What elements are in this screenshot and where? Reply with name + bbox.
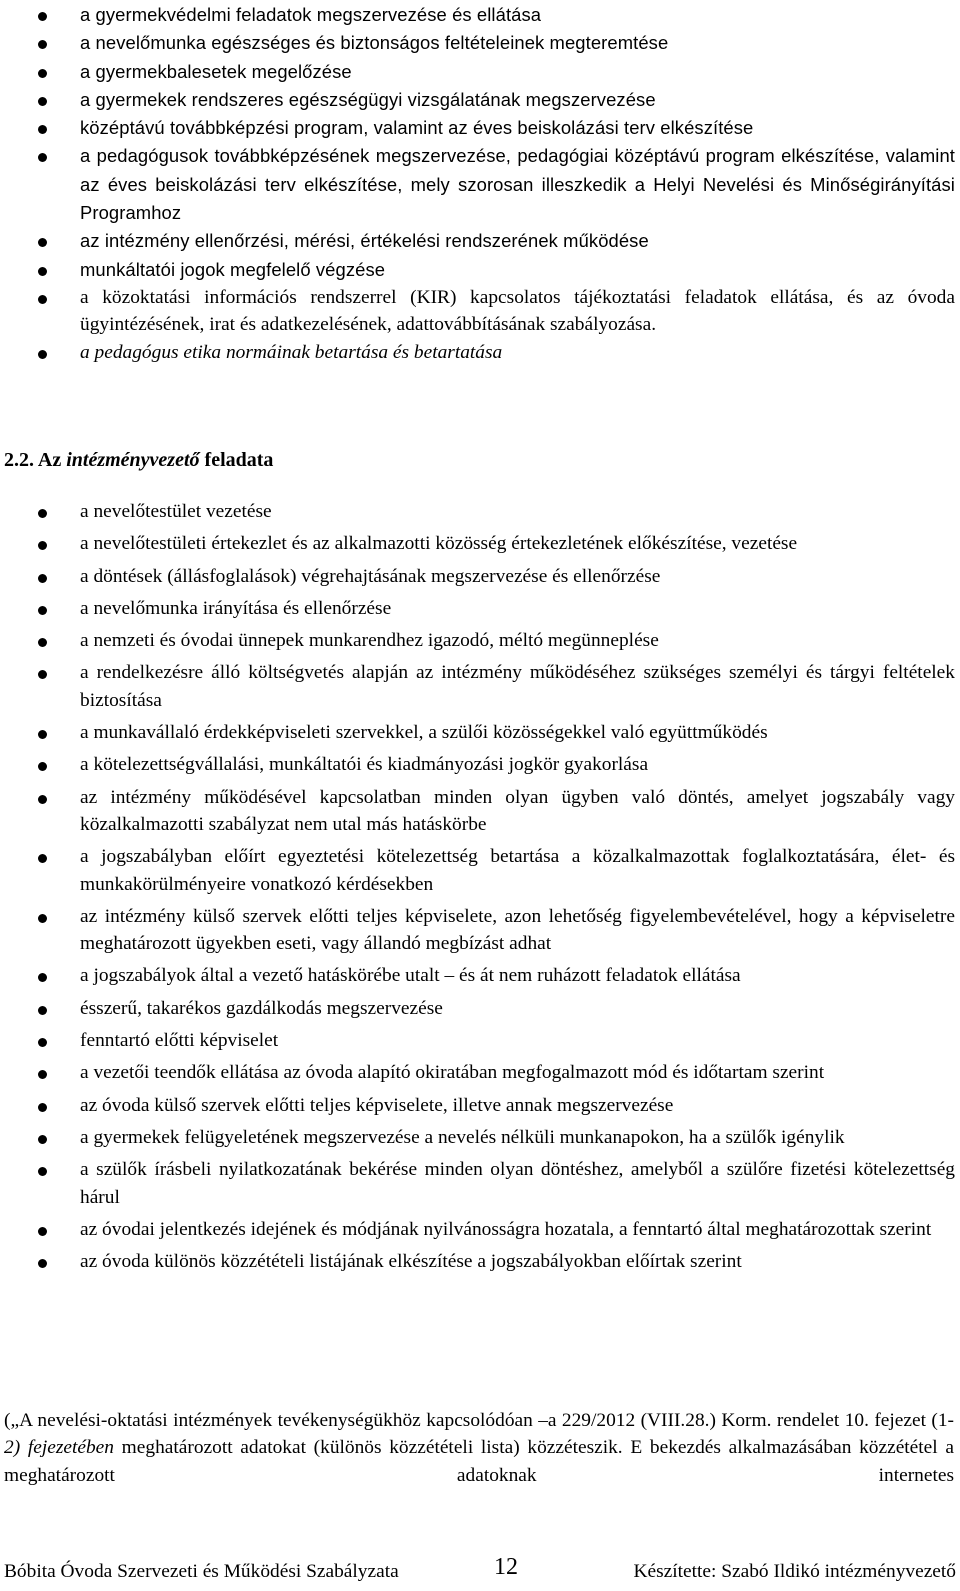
duties-list-1 [0,1,960,366]
heading-emphasis: intézményvezető [66,449,200,471]
list-item [0,1059,960,1086]
list-item [0,256,960,284]
list-item [0,962,960,989]
list-item-text: a nevelőtestületi értekezlet és az alkalmazotti közösség értekezletének előkészítése, vezetése [80,533,798,555]
page-number: 12 [494,1554,518,1580]
paragraph-part1: („A nevelési-oktatási intézmények tevékenységükhöz kapcsolódóan –a 229/2012 (VIII.28.) Korm. rendelet 10. fejezet (1- [4,1410,954,1431]
list-item-text: az intézmény külső szervek előtti teljes képviselete, azon lehetőség figyelembevételével, hogy a képviseletre meghatározott ügyekben eseti, vagy állandó megbízást adhat [80,905,955,955]
list-item [0,339,960,366]
bullet-icon [38,1167,47,1176]
list-item-text: a rendelkezésre álló költségvetés alapján az intézmény működéséhez szükséges személyi és tárgyi feltételek biztosítása [80,662,955,711]
bullet-icon [38,606,47,615]
list-item-text: a nemzeti és óvodai ünnepek munkarendhez igazodó, méltó megünneplése [80,630,659,652]
list-item [0,784,960,839]
list-item-text: a pedagógusok továbbképzésének megszervezése, pedagógiai középtávú program elkészítése, valamint az éves beiskolázási terv elkészítése, mely szorosan illeszkedik a Helyi Nevelési és Minőségirányítási Programhoz [80,145,955,224]
bullet-icon [38,267,47,276]
list-item [0,1248,960,1275]
bullet-icon [38,1259,47,1268]
body-paragraph [4,1407,954,1489]
list-item [0,530,960,557]
list-item-text: a szülők írásbeli nyilatkozatának bekérése minden olyan döntéshez, amelyből a szülőre fizetési kötelezettség hárul [80,1159,955,1208]
duties-list-2 [0,498,960,1275]
bullet-icon [38,69,47,78]
paragraph-italic: 2) fejezetében [4,1437,114,1459]
bullet-icon [38,762,47,771]
list-item [0,751,960,778]
bullet-icon [38,854,47,863]
bullet-icon [38,40,47,49]
list-item-text: a jogszabályban előírt egyeztetési kötelezettség betartása a közalkalmazottak foglalkoztatására, élet- és munkakörülményeire vonatkozó kérdésekben [80,846,955,895]
list-item [0,1092,960,1119]
list-item-text: a nevelőtestület vezetése [80,501,272,522]
list-item-text: ésszerű, takarékos gazdálkodás megszervezése [80,997,443,1019]
list-item [0,1027,960,1054]
bullet-icon [38,238,47,247]
list-item [0,563,960,590]
list-item [0,843,960,898]
list-item-text: az óvoda különös közzétételi listájának elkészítése a jogszabályokban előírtak szerint [80,1251,742,1273]
bullet-icon [38,153,47,162]
list-item [0,29,960,57]
list-item-text: a nevelőmunka irányítása és ellenőrzése [80,597,392,619]
bullet-icon [38,541,47,550]
section-heading [4,447,273,474]
list-item [0,498,960,525]
bullet-icon [38,670,47,679]
bullet-icon [38,973,47,982]
list-item-text: a nevelőmunka egészséges és biztonságos feltételeinek megteremtése [80,32,669,54]
bullet-icon [38,509,47,518]
list-item [0,903,960,958]
list-item-text: a jogszabályok által a vezető hatáskörébe utalt – és át nem ruházott feladatok ellátása [80,965,741,987]
list-item [0,142,960,227]
list-item-text: az intézmény ellenőrzési, mérési, értékelési rendszerének működése [80,230,649,252]
list-item-text: az óvoda külső szervek előtti teljes képviselete, illetve annak megszervezése [80,1094,674,1116]
bullet-icon [38,914,47,923]
list-item [0,595,960,622]
list-item [0,627,960,654]
bullet-icon [38,97,47,106]
bullet-icon [38,730,47,739]
list-item-text: a gyermekek rendszeres egészségügyi vizsgálatának megszervezése [80,88,656,110]
bullet-icon [38,1038,47,1047]
list-item [0,1156,960,1211]
list-item-text: a gyermekbalesetek megelőzése [80,60,352,82]
bullet-icon [38,1070,47,1079]
list-item-text: fenntartó előtti képviselet [80,1030,279,1052]
heading-number: 2.2. Az [4,449,62,471]
list-item-text: a kötelezettségvállalási, munkáltatói és kiadmányozási jogkör gyakorlása [80,754,649,776]
list-item-text: a közoktatási információs rendszerrel (KIR) kapcsolatos tájékoztatási feladatok ellátása, és az óvoda ügyintézésének, irat és adatkezelésének, adattovábbításának szabályozása. [80,286,955,336]
list-item [0,86,960,114]
list-item-text: az óvodai jelentkezés idejének és módjának nyilvánosságra hozatala, a fenntartó által meghatározottak szerint [80,1218,932,1240]
bullet-icon [38,795,47,804]
paragraph-part2: meghatározott adatokat (különös közzétételi lista) közzéteszik. E bekezdés alkalmazásában közzététel a meghatározott adatoknak internetes [4,1437,954,1486]
list-item [0,1124,960,1151]
heading-rest: feladata [204,449,274,471]
list-item-text: munkáltatói jogok megfelelő végzése [80,258,386,280]
list-item [0,719,960,746]
list-item [0,995,960,1022]
bullet-icon [38,1006,47,1015]
list-item [0,1216,960,1243]
footer-document-title: Bóbita Óvoda Szervezeti és Működési Szabályzata [4,1561,399,1582]
list-item [0,284,960,339]
bullet-icon [38,350,47,359]
list-item-text: középtávú továbbképzési program, valamint az éves beiskolázási terv elkészítése [80,117,754,139]
bullet-icon [38,125,47,134]
bullet-icon [38,1135,47,1144]
list-item [0,114,960,142]
bullet-icon [38,12,47,21]
list-item [0,1,960,29]
list-item-text: a gyermekek felügyeletének megszervezése a nevelés nélküli munkanapokon, ha a szülők igénylik [80,1126,845,1148]
bullet-icon [38,574,47,583]
list-item-text: az intézmény működésével kapcsolatban minden olyan ügyben való döntés, amelyet jogszabály vagy közalkalmazotti szabályzat nem utal más hatáskörbe [80,786,955,835]
bullet-icon [38,638,47,647]
bullet-icon [38,1227,47,1236]
list-item [0,659,960,714]
list-item-text: a munkavállaló érdekképviseleti szervekkel, a szülői közösségekkel való együttműködés [80,722,768,744]
list-item-text: a vezetői teendők ellátása az óvoda alapító okiratában megfogalmazott mód és időtartam szerint [80,1062,825,1084]
list-item [0,58,960,86]
bullet-icon [38,1103,47,1112]
list-item-text: a döntések (állásfoglalások) végrehajtásának megszervezése és ellenőrzése [80,565,661,587]
list-item-text: a pedagógus etika normáinak betartása és betartatása [80,341,503,363]
list-item [0,227,960,255]
list-item-text: a gyermekvédelmi feladatok megszervezése és ellátása [80,4,542,25]
page-footer [4,1554,956,1586]
bullet-icon [38,295,47,304]
footer-author: Készítette: Szabó Ildikó intézményvezető [633,1561,956,1582]
